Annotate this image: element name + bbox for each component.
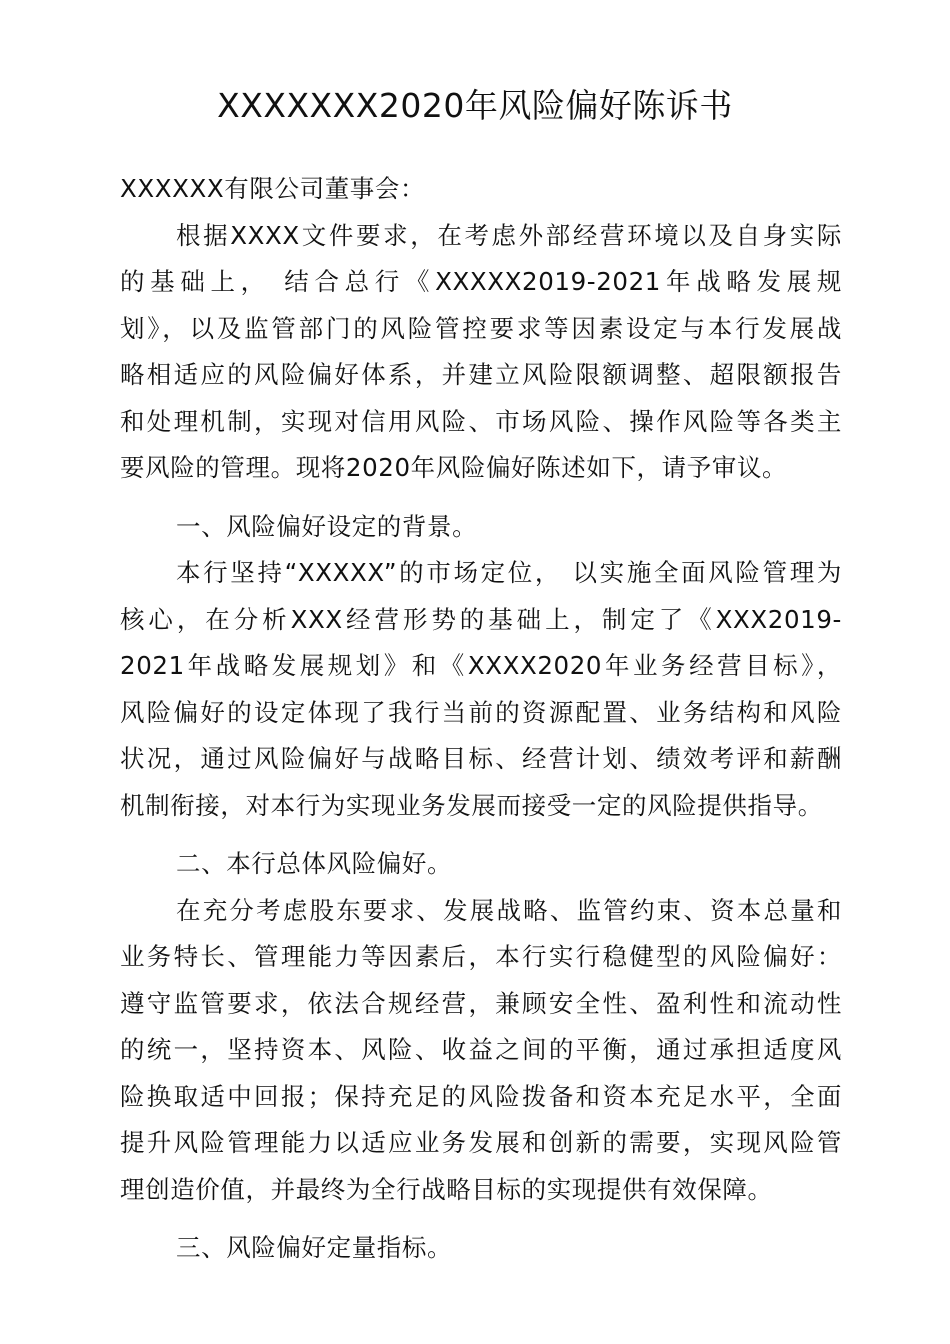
paragraph-line: 理创造价值，并最终为全行战略目标的实现提供有效保障。 [120, 1174, 773, 1204]
paragraph-line: 的基础上， 结合总行《XXXXX2019-2021年战略发展规 [120, 267, 842, 296]
paragraph-line: 业务特长、管理能力等因素后，本行实行稳健型的风险偏好： [120, 942, 842, 971]
paragraph-line: 根据XXXX文件要求，在考虑外部经营环境以及自身实际 [176, 220, 842, 250]
section-heading-background: 一、风险偏好设定的背景。 [176, 511, 478, 541]
paragraph-line: 核心，在分析XXX经营形势的基础上，制定了《XXX2019- [120, 604, 842, 634]
paragraph-line: 和处理机制，实现对信用风险、市场风险、操作风险等各类主 [120, 406, 842, 436]
section-overall-paragraph [120, 888, 842, 1214]
paragraph-line: 划》，以及监管部门的风险管控要求等因素设定与本行发展战 [120, 313, 842, 343]
section-heading-metrics: 三、风险偏好定量指标。 [176, 1233, 453, 1262]
paragraph-line: 机制衔接，对本行为实现业务发展而接受一定的风险提供指导。 [120, 790, 823, 820]
paragraph-line: 的统一，坚持资本、风险、收益之间的平衡，通过承担适度风 [120, 1035, 842, 1064]
paragraph-line: 状况，通过风险偏好与战略目标、经营计划、绩效考评和薪酬 [120, 744, 842, 773]
paragraph-line: 2021年战略发展规划》和《XXXX2020年业务经营目标》， [120, 651, 842, 680]
paragraph-line: 遵守监管要求，依法合规经营，兼顾安全性、盈利性和流动性 [120, 988, 842, 1018]
paragraph-line: 风险偏好的设定体现了我行当前的资源配置、业务结构和风险 [120, 697, 842, 727]
section-background-paragraph [120, 550, 842, 829]
paragraph-line: 要风险的管理。现将2020年风险偏好陈述如下，请予审议。 [120, 453, 788, 482]
paragraph-line: 险换取适中回报；保持充足的风险拨备和资本充足水平，全面 [120, 1081, 842, 1111]
paragraph-line: 在充分考虑股东要求、发展战略、监管约束、资本总量和 [176, 895, 842, 925]
document-title: XXXXXXX2020年风险偏好陈诉书 [217, 86, 733, 125]
intro-paragraph [120, 213, 842, 492]
document-body [120, 166, 842, 1272]
paragraph-line: 本行坚持“XXXXX”的市场定位， 以实施全面风险管理为 [176, 558, 842, 587]
paragraph-line: 提升风险管理能力以适应业务发展和创新的需要，实现风险管 [120, 1128, 842, 1157]
paragraph-line: 略相适应的风险偏好体系，并建立风险限额调整、超限额报告 [120, 360, 842, 389]
section-heading-overall: 二、本行总体风险偏好。 [176, 849, 453, 878]
salutation: XXXXXX有限公司董事会： [120, 174, 426, 203]
